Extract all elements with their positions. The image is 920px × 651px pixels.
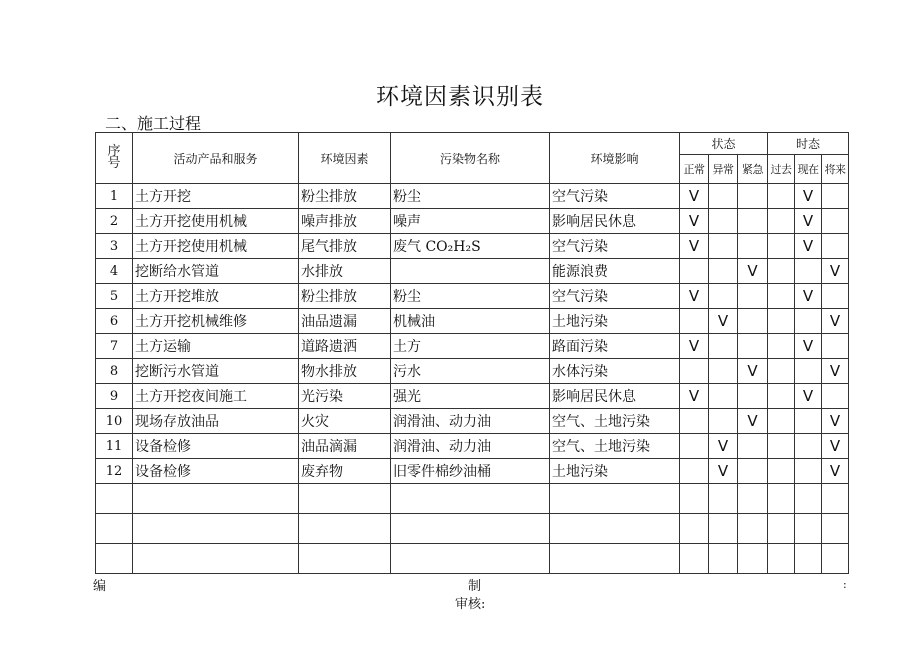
state-check-mark: V (709, 434, 738, 459)
table-row (96, 434, 849, 459)
blank-row (96, 514, 849, 544)
row-pollutant: 润滑油、动力油 (391, 409, 550, 434)
row-factor: 油品遗漏 (299, 309, 391, 334)
row-activity: 土方开挖机械维修 (133, 309, 299, 334)
state-check-mark: V (680, 284, 709, 309)
row-impact: 影响居民休息 (550, 384, 680, 409)
row-activity: 现场存放油品 (133, 409, 299, 434)
state-check-mark: V (738, 409, 768, 434)
row-activity: 土方开挖夜间施工 (133, 384, 299, 409)
row-impact: 土地污染 (550, 459, 680, 484)
row-factor: 油品滴漏 (299, 434, 391, 459)
table-row (96, 459, 849, 484)
time-cell (768, 359, 795, 384)
time-cell (795, 434, 822, 459)
state-check-mark: V (680, 384, 709, 409)
row-index: 9 (96, 384, 133, 409)
state-check-mark: V (738, 259, 768, 284)
time-cell (768, 409, 795, 434)
blank-cell (709, 514, 738, 544)
state-cell (738, 284, 768, 309)
time-cell (822, 209, 849, 234)
row-index: 8 (96, 359, 133, 384)
table-row (96, 309, 849, 334)
header-state-normal: 正常 (680, 155, 709, 184)
row-index: 4 (96, 259, 133, 284)
state-check-mark: V (738, 359, 768, 384)
table-row (96, 409, 849, 434)
blank-cell (795, 544, 822, 574)
row-index: 1 (96, 184, 133, 209)
row-pollutant: 粉尘 (391, 184, 550, 209)
row-impact: 路面污染 (550, 334, 680, 359)
header-pollutant: 污染物名称 (391, 133, 550, 184)
time-cell (768, 259, 795, 284)
row-pollutant: 旧零件棉纱油桶 (391, 459, 550, 484)
row-activity: 土方开挖使用机械 (133, 234, 299, 259)
header-state-group: 状态 (680, 133, 768, 155)
row-factor: 火灾 (299, 409, 391, 434)
blank-cell (299, 484, 391, 514)
time-cell (822, 284, 849, 309)
row-activity: 土方开挖堆放 (133, 284, 299, 309)
row-factor: 噪声排放 (299, 209, 391, 234)
state-cell (680, 309, 709, 334)
footer-review-label: 审核: (455, 597, 486, 612)
row-factor: 粉尘排放 (299, 184, 391, 209)
blank-cell (96, 514, 133, 544)
row-factor: 尾气排放 (299, 234, 391, 259)
table-row (96, 209, 849, 234)
blank-cell (680, 484, 709, 514)
blank-cell (822, 544, 849, 574)
time-cell (795, 359, 822, 384)
state-cell (709, 409, 738, 434)
row-index: 10 (96, 409, 133, 434)
blank-cell (550, 544, 680, 574)
state-cell (738, 384, 768, 409)
time-cell (768, 434, 795, 459)
row-impact: 空气污染 (550, 234, 680, 259)
state-cell (680, 434, 709, 459)
footer-compile-label: 制 (468, 579, 482, 594)
time-cell (768, 334, 795, 359)
state-cell (680, 409, 709, 434)
state-check-mark: V (709, 309, 738, 334)
time-check-mark: V (822, 459, 849, 484)
header-state-emergency: 紧急 (738, 155, 768, 184)
state-cell (738, 234, 768, 259)
page-title: 环境因素识别表 (376, 84, 544, 110)
state-cell (709, 184, 738, 209)
row-pollutant: 废气 CO₂H₂S (391, 234, 550, 259)
row-pollutant (391, 259, 550, 284)
time-check-mark: V (822, 309, 849, 334)
row-factor: 粉尘排放 (299, 284, 391, 309)
row-activity: 土方开挖使用机械 (133, 209, 299, 234)
time-check-mark: V (822, 434, 849, 459)
table-row (96, 384, 849, 409)
state-cell (738, 309, 768, 334)
time-check-mark: V (795, 284, 822, 309)
blank-cell (680, 544, 709, 574)
row-activity: 土方运输 (133, 334, 299, 359)
row-index: 5 (96, 284, 133, 309)
time-check-mark: V (795, 334, 822, 359)
state-check-mark: V (680, 209, 709, 234)
state-check-mark: V (680, 184, 709, 209)
row-pollutant: 噪声 (391, 209, 550, 234)
blank-row (96, 484, 849, 514)
footer-compiler-label: 编 (93, 579, 107, 594)
blank-cell (299, 544, 391, 574)
row-pollutant: 污水 (391, 359, 550, 384)
row-impact: 影响居民休息 (550, 209, 680, 234)
row-index: 2 (96, 209, 133, 234)
time-cell (795, 459, 822, 484)
time-check-mark: V (795, 209, 822, 234)
row-activity: 设备检修 (133, 459, 299, 484)
blank-cell (391, 544, 550, 574)
state-cell (680, 359, 709, 384)
time-check-mark: V (822, 259, 849, 284)
blank-cell (738, 484, 768, 514)
state-cell (709, 359, 738, 384)
row-impact: 水体污染 (550, 359, 680, 384)
time-check-mark: V (795, 384, 822, 409)
header-time-present: 现在 (795, 155, 822, 184)
time-cell (768, 459, 795, 484)
blank-cell (738, 514, 768, 544)
blank-cell (96, 484, 133, 514)
state-cell (738, 459, 768, 484)
state-cell (709, 259, 738, 284)
table-row (96, 259, 849, 284)
header-time-group: 时态 (768, 133, 849, 155)
blank-cell (299, 514, 391, 544)
header-impact: 环境影响 (550, 133, 680, 184)
blank-cell (768, 484, 795, 514)
row-impact: 空气污染 (550, 184, 680, 209)
row-index: 3 (96, 234, 133, 259)
time-check-mark: V (822, 409, 849, 434)
header-index-label: 序号 (107, 144, 121, 171)
blank-cell (550, 484, 680, 514)
blank-cell (822, 514, 849, 544)
time-cell (795, 309, 822, 334)
row-factor: 水排放 (299, 259, 391, 284)
blank-cell (133, 514, 299, 544)
footer-colon: : (843, 578, 847, 591)
blank-cell (680, 514, 709, 544)
state-cell (738, 434, 768, 459)
row-impact: 空气、土地污染 (550, 434, 680, 459)
time-check-mark: V (795, 184, 822, 209)
time-cell (822, 234, 849, 259)
time-check-mark: V (795, 234, 822, 259)
row-pollutant: 粉尘 (391, 284, 550, 309)
blank-cell (391, 484, 550, 514)
row-impact: 土地污染 (550, 309, 680, 334)
state-cell (738, 209, 768, 234)
blank-cell (768, 514, 795, 544)
environment-factor-table (95, 132, 849, 574)
blank-cell (768, 544, 795, 574)
row-index: 12 (96, 459, 133, 484)
row-pollutant: 土方 (391, 334, 550, 359)
blank-cell (550, 514, 680, 544)
blank-cell (96, 544, 133, 574)
state-check-mark: V (680, 334, 709, 359)
blank-cell (795, 484, 822, 514)
row-activity: 设备检修 (133, 434, 299, 459)
table-body (96, 184, 849, 574)
time-cell (768, 384, 795, 409)
time-cell (795, 409, 822, 434)
row-factor: 物水排放 (299, 359, 391, 384)
header-time-future: 将来 (822, 155, 849, 184)
row-impact: 空气、土地污染 (550, 409, 680, 434)
time-cell (768, 184, 795, 209)
state-cell (709, 209, 738, 234)
table-row (96, 284, 849, 309)
header-activity: 活动产品和服务 (133, 133, 299, 184)
time-cell (822, 334, 849, 359)
row-pollutant: 机械油 (391, 309, 550, 334)
table-row (96, 334, 849, 359)
blank-cell (709, 484, 738, 514)
row-index: 7 (96, 334, 133, 359)
row-factor: 光污染 (299, 384, 391, 409)
header-state-abnormal: 异常 (709, 155, 738, 184)
state-cell (709, 284, 738, 309)
row-index: 11 (96, 434, 133, 459)
time-cell (768, 309, 795, 334)
row-impact: 空气污染 (550, 284, 680, 309)
time-cell (822, 184, 849, 209)
time-cell (768, 284, 795, 309)
header-index (96, 133, 133, 184)
blank-cell (391, 514, 550, 544)
time-cell (768, 234, 795, 259)
state-cell (709, 334, 738, 359)
blank-cell (709, 544, 738, 574)
blank-cell (133, 484, 299, 514)
row-activity: 挖断污水管道 (133, 359, 299, 384)
time-check-mark: V (822, 359, 849, 384)
state-cell (738, 184, 768, 209)
row-factor: 废弃物 (299, 459, 391, 484)
blank-cell (822, 484, 849, 514)
state-check-mark: V (709, 459, 738, 484)
row-impact: 能源浪费 (550, 259, 680, 284)
blank-cell (738, 544, 768, 574)
table-row (96, 184, 849, 209)
time-cell (822, 384, 849, 409)
row-pollutant: 润滑油、动力油 (391, 434, 550, 459)
row-activity: 挖断给水管道 (133, 259, 299, 284)
table-row (96, 234, 849, 259)
blank-cell (133, 544, 299, 574)
header-factor: 环境因素 (299, 133, 391, 184)
row-activity: 土方开挖 (133, 184, 299, 209)
state-cell (709, 234, 738, 259)
time-cell (795, 259, 822, 284)
state-cell (680, 259, 709, 284)
section-heading: 二、施工过程 (105, 114, 202, 133)
blank-row (96, 544, 849, 574)
state-check-mark: V (680, 234, 709, 259)
row-index: 6 (96, 309, 133, 334)
row-pollutant: 强光 (391, 384, 550, 409)
time-cell (768, 209, 795, 234)
state-cell (680, 459, 709, 484)
header-time-past: 过去 (768, 155, 795, 184)
table-row (96, 359, 849, 384)
blank-cell (795, 514, 822, 544)
state-cell (709, 384, 738, 409)
row-factor: 道路遗洒 (299, 334, 391, 359)
state-cell (738, 334, 768, 359)
